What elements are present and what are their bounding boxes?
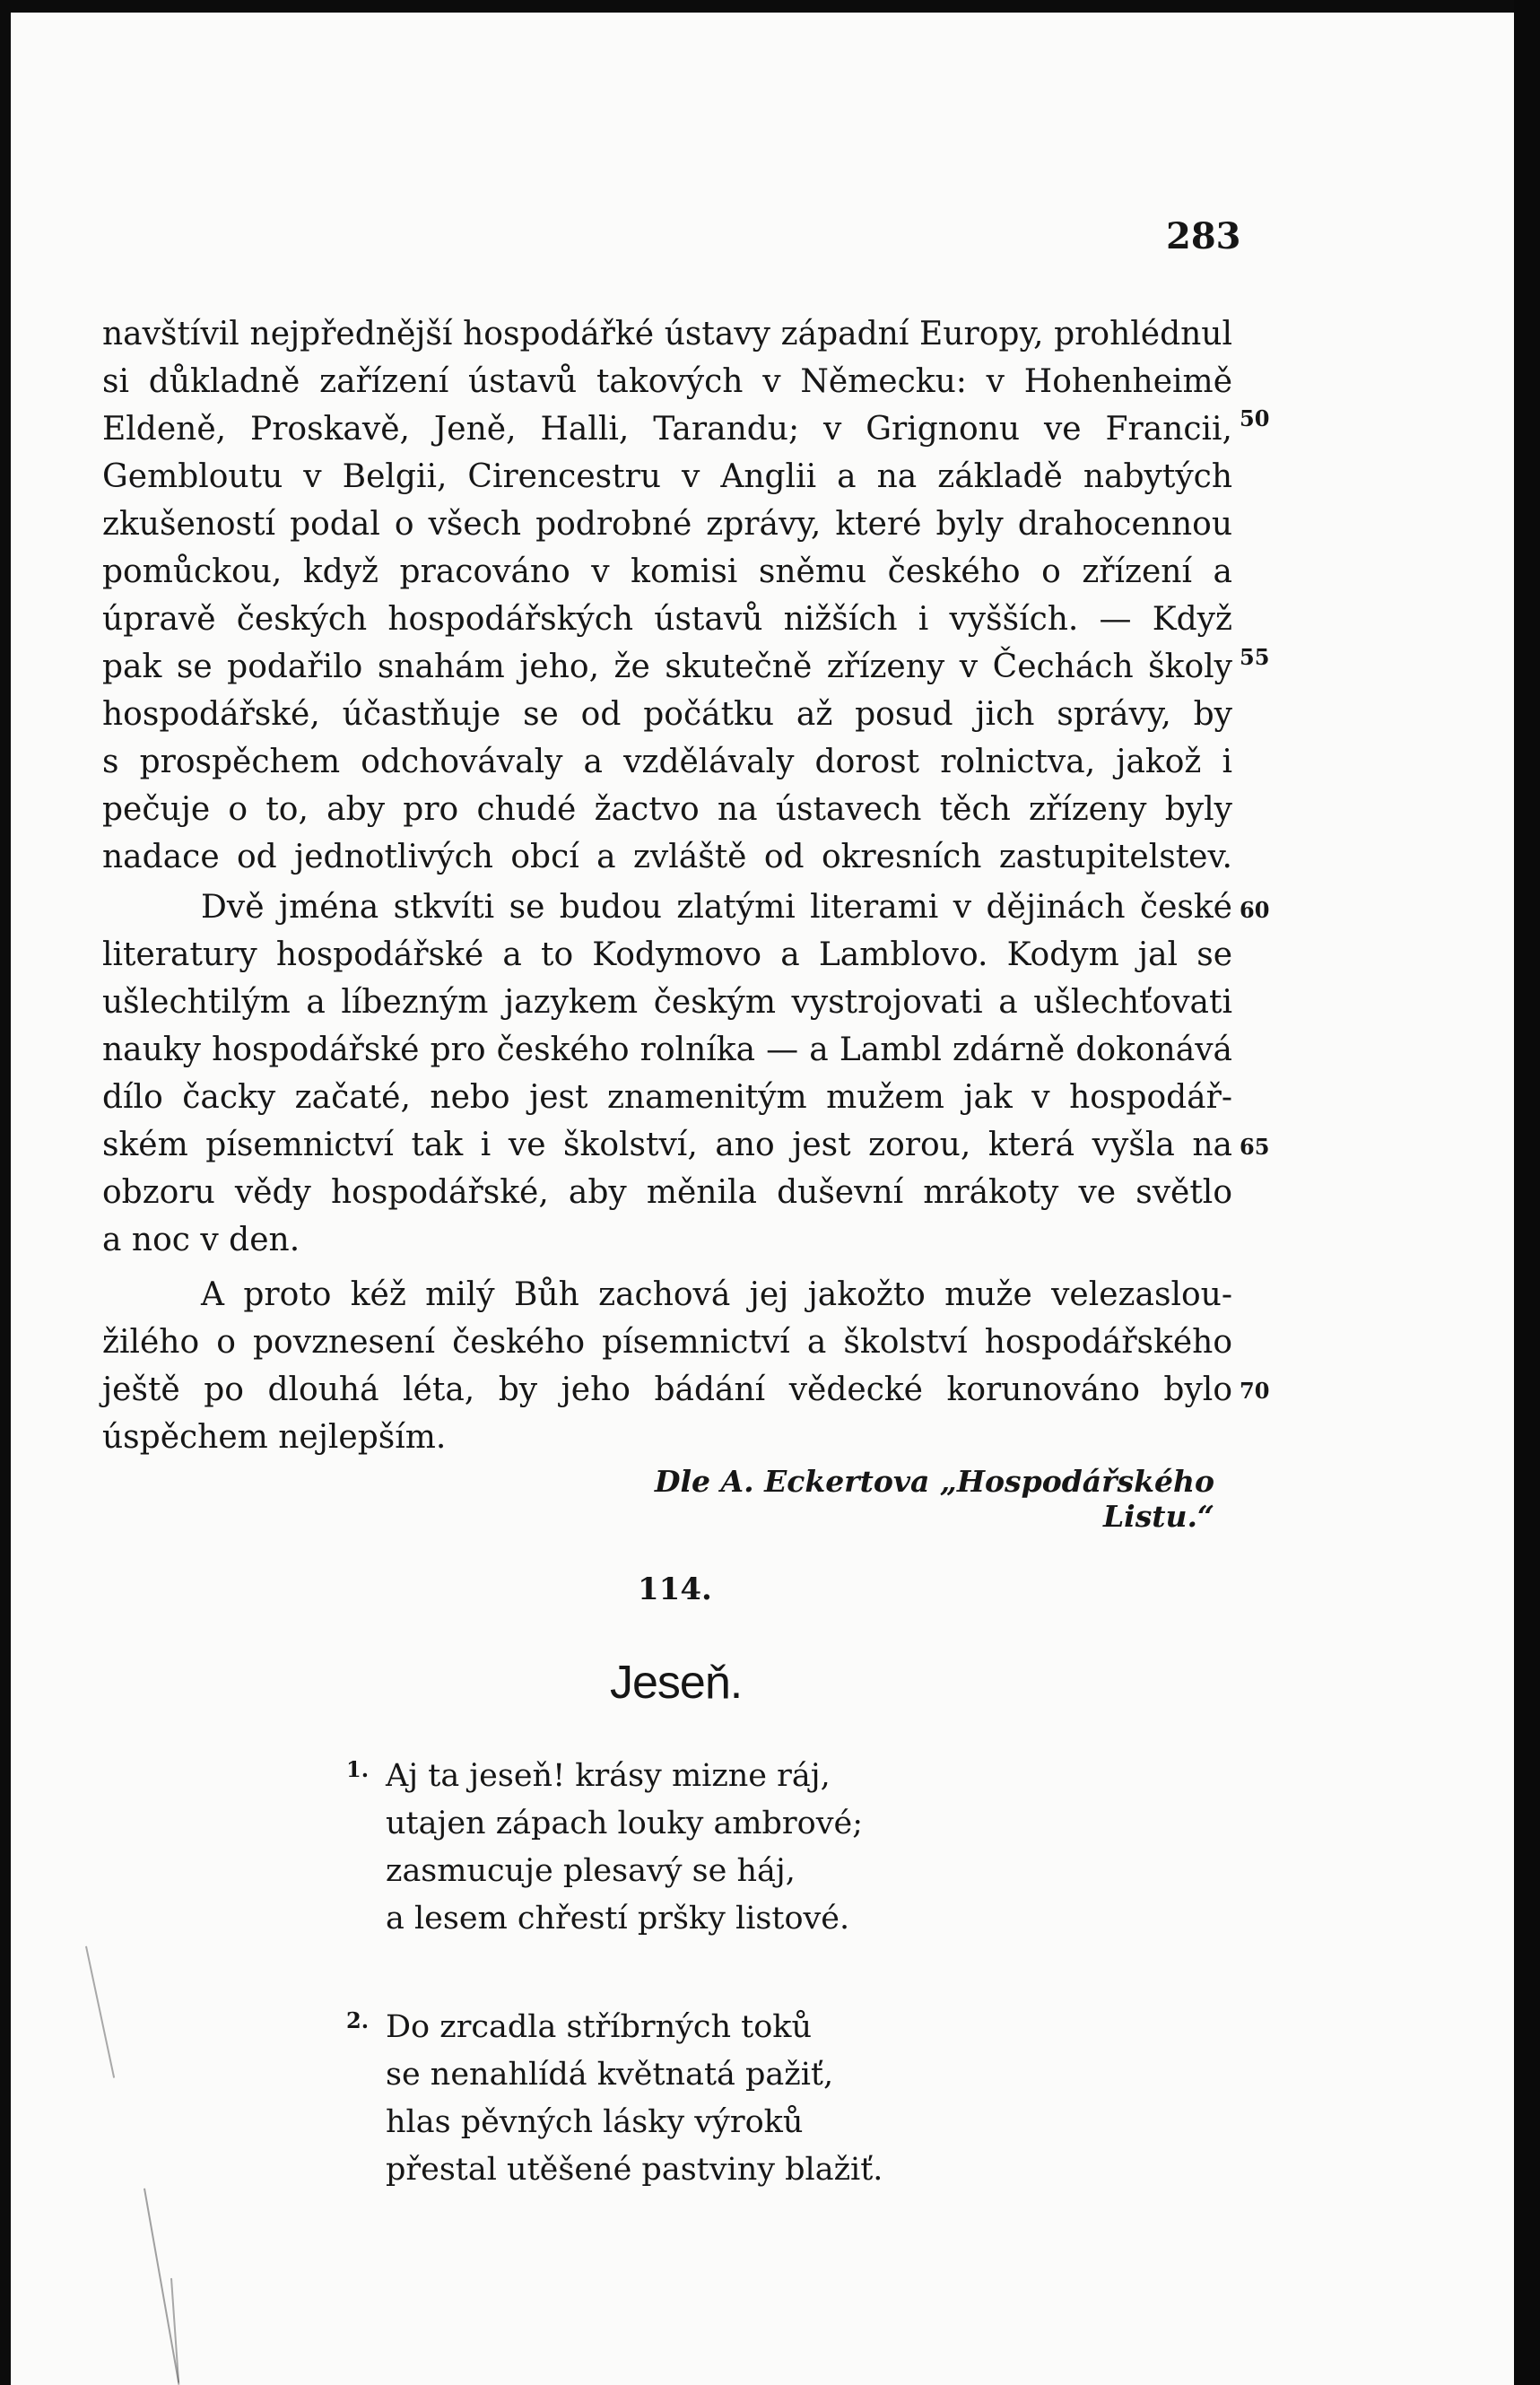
verse-line: přestal utěšené pastviny blažiť. <box>386 2152 883 2188</box>
text-line: navštívil nejpřednější hospodářké ústavy západní Europy, prohlédnul <box>102 316 1232 353</box>
poem-stanza-1 <box>346 1753 920 1943</box>
text-line: ušlechtilým a líbezným jazykem českým vystrojovati a ušlechťovati <box>102 984 1232 1021</box>
margin-line-number: 70 <box>1240 1378 1270 1404</box>
text-line: si důkladně zařízení ústavů takových v Německu: v Hohenheimě <box>102 363 1232 400</box>
verse-line: Aj ta jeseň! krásy mizne ráj, <box>386 1758 831 1794</box>
text-line: hospodářské, účastňuje se od počátku až posud jich správy, by <box>102 696 1232 733</box>
paragraph-3 <box>102 1271 1232 1461</box>
text-line: s prospěchem odchovávaly a vzdělávaly dorost rolnictva, jakož i <box>102 744 1232 780</box>
text-line: A proto kéž milý Bůh zachová jej jakožto muže velezaslou- <box>201 1276 1232 1313</box>
scan-artifact-stroke <box>85 1946 115 2078</box>
text-line: Eldeně, Proskavě, Jeně, Halli, Tarandu; v Grignonu ve Francii, <box>102 411 1232 448</box>
verse-line: hlas pěvných lásky výroků <box>386 2104 804 2140</box>
text-line: ještě po dlouhá léta, by jeho bádání vědecké korunováno bylo <box>102 1371 1232 1408</box>
text-line: žilého o povznesení českého písemnictví a školství hospodářského <box>102 1324 1232 1361</box>
text-line: pečuje o to, aby pro chudé žactvo na ústavech těch zřízeny byly <box>102 791 1232 828</box>
verse-line: a lesem chřestí pršky listové. <box>386 1901 850 1937</box>
stanza-number: 2. <box>346 2007 370 2033</box>
text-line: Gembloutu v Belgii, Cirencestru v Anglii a na základě nabytých <box>102 458 1232 495</box>
text-line: nadace od jednotlivých obcí a zvláště od okresních zastupitelstev. <box>102 839 1232 875</box>
scan-border-right <box>1514 0 1540 2385</box>
text-line: obzoru vědy hospodářské, aby měnila duševní mrákoty ve světlo <box>102 1174 1232 1211</box>
verse-line: zasmucuje plesavý se háj, <box>386 1853 796 1889</box>
paragraph-2 <box>102 883 1232 1264</box>
paragraph-1 <box>102 310 1232 881</box>
scan-artifact-stroke <box>144 2189 179 2383</box>
page-number: 283 <box>1166 215 1241 257</box>
verse-line: se nenahlídá květnatá pažiť, <box>386 2057 834 2093</box>
verse-line: utajen zápach louky ambrové; <box>386 1806 864 1841</box>
poem-stanza-2 <box>346 2004 920 2194</box>
margin-line-number: 55 <box>1240 644 1270 670</box>
scan-border-top <box>0 0 1540 13</box>
poem-number: 114. <box>638 1571 712 1607</box>
text-line: pomůckou, když pracováno v komisi sněmu českého o zřízení a <box>102 553 1232 590</box>
text-line: úpravě českých hospodářských ústavů nižších i vyšších. — Když <box>102 601 1232 638</box>
text-line: dílo čacky začaté, nebo jest znamenitým mužem jak v hospodář- <box>102 1079 1232 1116</box>
scan-border-left <box>0 0 11 2385</box>
text-line: nauky hospodářské pro českého rolníka — a Lambl zdárně dokonává <box>102 1031 1232 1068</box>
text-line: pak se podařilo snahám jeho, že skutečně zřízeny v Čechách školy <box>102 648 1232 685</box>
margin-line-number: 50 <box>1240 405 1270 431</box>
text-line: Dvě jména stkvíti se budou zlatými literami v dějinách české <box>201 889 1232 926</box>
verse-line: Do zrcadla stříbrných toků <box>386 2009 813 2045</box>
stanza-number: 1. <box>346 1756 370 1782</box>
margin-line-number: 65 <box>1240 1134 1270 1160</box>
text-line: literatury hospodářské a to Kodymovo a Lamblovo. Kodym jal se <box>102 936 1232 973</box>
text-line: úspěchem nejlepším. <box>102 1419 447 1456</box>
margin-line-number: 60 <box>1240 897 1270 923</box>
text-line: ském písemnictví tak i ve školství, ano jest zorou, která vyšla na <box>102 1127 1232 1163</box>
poem-title: Jeseň. <box>610 1657 743 1709</box>
source-attribution: Dle A. Eckertova „Hospodářského Listu.“ <box>654 1464 1214 1534</box>
text-line: a noc v den. <box>102 1222 300 1258</box>
text-line: zkušeností podal o všech podrobné zprávy, které byly drahocennou <box>102 506 1232 543</box>
